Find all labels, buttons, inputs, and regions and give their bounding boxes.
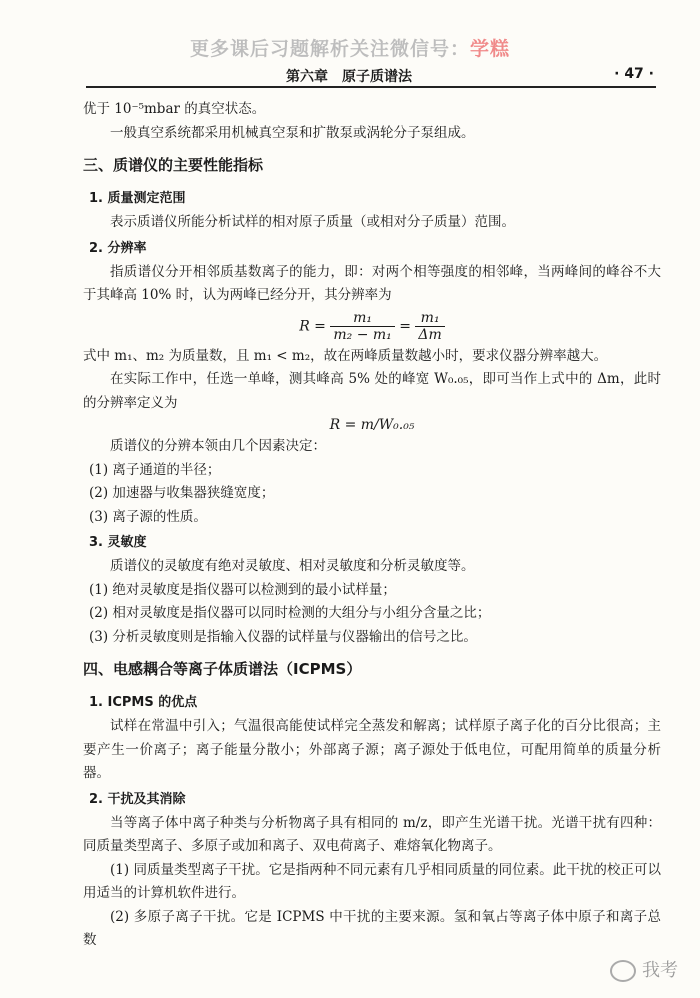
list-item: (2) 相对灵敏度是指仪器可以同时检测的大组分与小组分含量之比； — [89, 605, 491, 621]
brand-text: 我考 — [642, 960, 678, 981]
paragraph: 优于 10⁻⁵mbar 的真空状态。 — [83, 101, 266, 117]
paragraph: 表示质谱仪所能分析试样的相对原子质量（或相对分子质量）范围。 — [110, 214, 515, 230]
fraction-denominator: Δm — [418, 326, 442, 343]
paragraph: (2) 多原子离子干扰。它是 ICPMS 中干扰的主要来源。氢和氧占等离子体中原子和离子总数 — [83, 908, 661, 948]
paragraph: 当等离子体中离子种类与分析物离子具有相同的 m/z，即产生光谱干扰。光谱干扰有四种：同质量类型离子、多原子或加和离子、双电荷离子、难熔氧化物离子。 — [83, 814, 661, 854]
brand-watermark — [610, 956, 678, 982]
watermark-text: 更多课后习题解析关注微信号： — [189, 38, 470, 60]
list-item: (3) 离子源的性质。 — [89, 508, 207, 525]
watermark — [0, 34, 700, 61]
paragraph: 在实际工作中，任选一单峰，测其峰高 5% 处的峰宽 W₀.₀₅，即可当作上式中的 Δm，此时的分辨率定义为 — [83, 371, 661, 411]
resolution-formula-2: R = m/W₀.₀₅ — [329, 417, 415, 433]
list-item: (1) 离子通道的半径； — [89, 461, 221, 478]
fraction-numerator: m₁ — [330, 310, 394, 327]
section-heading: 三、质谱仪的主要性能指标 — [83, 156, 264, 174]
formula-lhs: R = — [299, 318, 326, 334]
list-item: (1) 绝对灵敏度是指仪器可以检测到的最小试样量； — [89, 581, 396, 598]
fraction-numerator: m₁ — [415, 310, 444, 327]
wechat-logo-icon — [610, 960, 636, 982]
fraction — [415, 310, 444, 343]
paragraph: 式中 m₁、m₂ 为质量数，且 m₁ < m₂，故在两峰质量数越小时，要求仪器分辨率越大。 — [83, 347, 608, 364]
paragraph: 一般真空系统都采用机械真空泵和扩散泵或涡轮分子泵组成。 — [110, 124, 475, 141]
subsection-heading: 2. 干扰及其消除 — [89, 791, 186, 807]
subsection-heading: 2. 分辨率 — [89, 240, 147, 256]
running-head — [86, 64, 656, 88]
page-number: · 47 · — [614, 66, 654, 82]
subsection-heading: 1. ICPMS 的优点 — [89, 695, 198, 710]
chapter-title: 第六章 原子质谱法 — [286, 69, 412, 85]
paragraph: 质谱仪的分辨本领由几个因素决定： — [110, 438, 326, 454]
section-heading: 四、电感耦合等离子体质谱法（ICPMS） — [83, 660, 362, 678]
watermark-accent: 学糕 — [470, 38, 511, 60]
subsection-heading: 3. 灵敏度 — [89, 535, 147, 550]
paragraph: 质谱仪的灵敏度有绝对灵敏度、相对灵敏度和分析灵敏度等。 — [110, 558, 475, 574]
paragraph: 指质谱仪分开相邻质基数离子的能力，即：对两个相等强度的相邻峰，当两峰间的峰谷不大于其峰高 10% 时，认为两峰已经分开，其分辨率为 — [83, 263, 661, 303]
paragraph: (1) 同质量类型离子干扰。它是指两种不同元素有几乎相同质量的同位素。此干扰的校正可以用适当的计算机软件进行。 — [83, 861, 661, 901]
list-item: (3) 分析灵敏度则是指输入仪器的试样量与仪器输出的信号之比。 — [89, 628, 477, 645]
page-content — [83, 98, 661, 953]
subsection-heading: 1. 质量测定范围 — [89, 191, 186, 206]
list-item: (2) 加速器与收集器狭缝宽度； — [89, 485, 275, 501]
formula-equals: = — [399, 318, 411, 334]
fraction — [330, 310, 394, 343]
paragraph: 试样在常温中引入；气温很高能使试样完全蒸发和解离；试样原子离子化的百分比很高；主要产生一价离子；离子能量分散小；外部离子源；离子源处于低电位，可配用简单的质量分析器。 — [83, 718, 661, 781]
resolution-formula — [83, 310, 661, 343]
fraction-denominator: m₂ − m₁ — [333, 326, 392, 343]
